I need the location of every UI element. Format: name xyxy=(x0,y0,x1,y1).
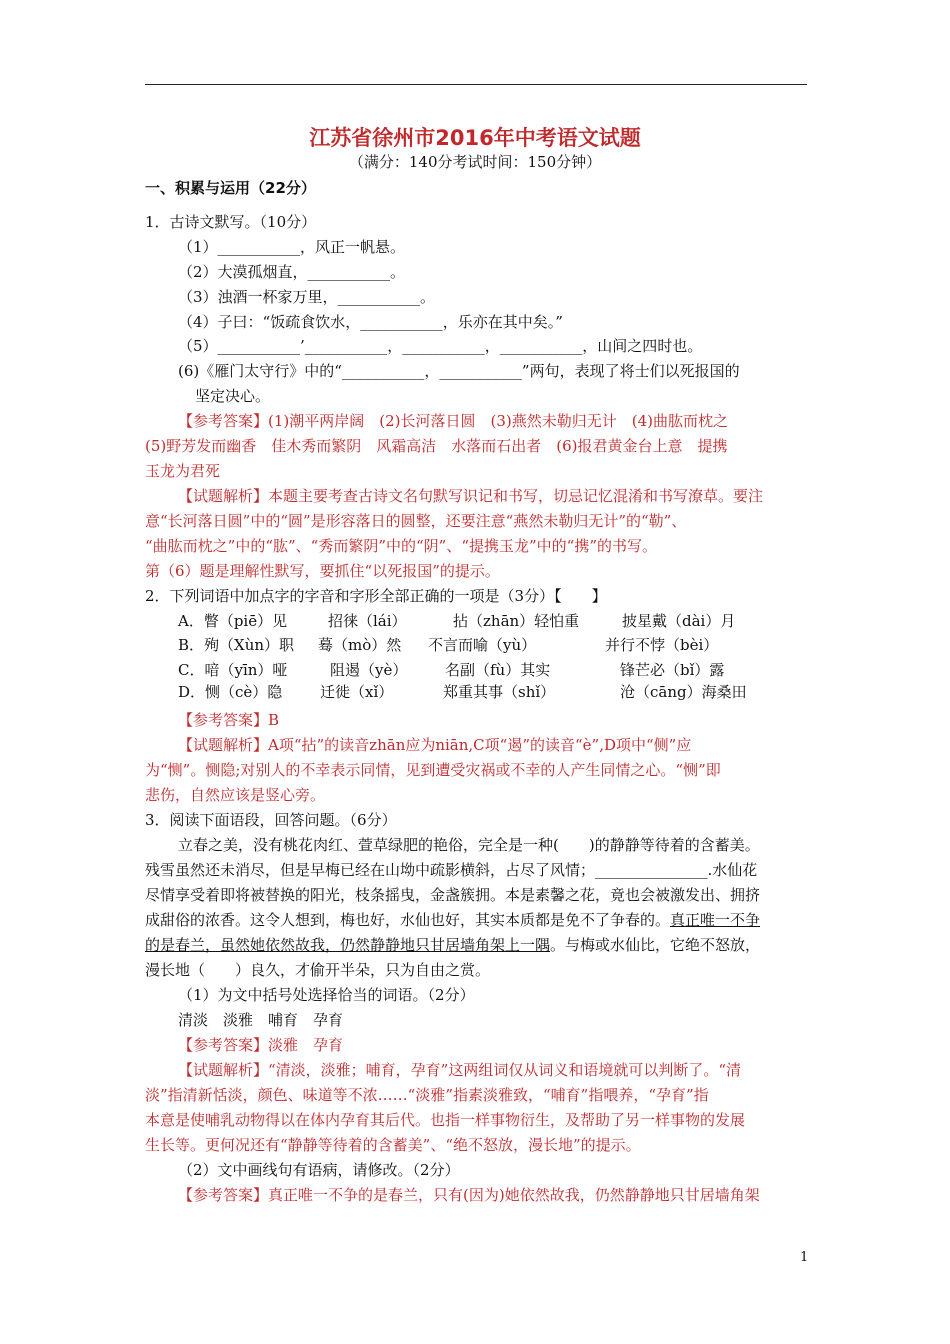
answer-tag: 【参考答案】 xyxy=(178,1036,269,1054)
q1-item: （2）大漠孤烟直，___________。 xyxy=(178,263,406,281)
answer-text: B xyxy=(268,711,280,729)
option-a: A．瞥（piē）见 xyxy=(178,612,288,630)
q1-item: 坚定决心。 xyxy=(195,387,271,405)
option-d: D．恻（cè）隐 xyxy=(178,683,283,701)
question-2-stem: 2．下列词语中加点字的字音和字形全部正确的一项是（3分）【 】 xyxy=(145,587,607,605)
analysis-tag: 【试题解析】 xyxy=(178,1061,269,1079)
page-subtitle: （满分：140分考试时间：150分钟） xyxy=(348,153,602,171)
option-b-word: 不言而喻（yù） xyxy=(428,636,537,654)
passage-text: 成甜俗的浓香。这令人想到，梅也好，水仙也好，其实本质都是免不了争春的。 xyxy=(145,911,671,929)
option-c-word: 名副（fù）其实 xyxy=(445,661,551,679)
q1-answer-line: (5)野芳发而幽香 佳木秀而繁阴 风霜高洁 水落而石出者 (6)报君黄金台上意 提携 xyxy=(145,437,728,455)
passage-line xyxy=(145,910,760,930)
q1-answer-line xyxy=(178,411,728,431)
q3-analysis-line xyxy=(178,1060,741,1080)
answer-text: (1)潮平两岸阔 (2)长河落日圆 (3)燕然未勒归无计 (4)曲肱而枕之 xyxy=(268,412,729,430)
q1-analysis-line xyxy=(178,486,763,506)
q3-choices: 清淡 淡雅 哺育 孕育 xyxy=(178,1011,344,1029)
passage-line: 尽情享受着即将被替换的阳光，枝条摇曳，金盏簇拥。本是素馨之花，竟也会被激发出、拥挤 xyxy=(145,886,761,904)
option-d-word: 沧（cāng）海桑田 xyxy=(620,683,747,701)
option-a-word: 披星戴（dài）月 xyxy=(622,612,736,630)
underlined-sentence: 真正唯一不争 xyxy=(670,911,761,929)
option-c-word: 阻遏（yè） xyxy=(330,661,408,679)
option-a-word: 拈（zhān）轻怕重 xyxy=(453,612,580,630)
analysis-text: 本题主要考查古诗文名句默写识记和书写，切忌记忆混淆和书写潦草。要注 xyxy=(268,487,764,505)
passage-line: 漫长地（ ）良久，才偷开半朵，只为自由之赏。 xyxy=(145,961,491,979)
q3-sub2: （2）文中画线句有语病，请修改。（2分） xyxy=(178,1161,460,1179)
section-heading: 一、积累与运用（22分） xyxy=(145,179,316,197)
answer-text: 淡雅 孕育 xyxy=(268,1036,344,1054)
answer-tag: 【参考答案】 xyxy=(178,412,269,430)
analysis-text: A项“拈”的读音zhān应为niān,C项“遏”的读音“è”,D项中“侧”应 xyxy=(268,736,692,754)
analysis-text: “清淡，淡雅；哺育，孕育”这两组词仅从词义和语境就可以判断了。“清 xyxy=(268,1061,742,1079)
option-d-word: 郑重其事（shǐ） xyxy=(443,683,556,701)
q1-analysis-line: 第（6）题是理解性默写，要抓住“以死报国”的提示。 xyxy=(145,562,500,580)
option-c: C．喑（yīn）哑 xyxy=(178,661,288,679)
option-b-word: 并行不悖（bèi） xyxy=(605,636,719,654)
q3-analysis-line: 生长等。更何况还有“静静等待着的含蓄美”、“绝不怒放，漫长地”的提示。 xyxy=(145,1136,641,1154)
answer-tag: 【参考答案】 xyxy=(178,711,269,729)
passage-line xyxy=(145,935,760,955)
q1-item: （5）___________’___________，___________，___________，山间之四时也。 xyxy=(178,337,703,355)
passage-text: 。与梅或水仙比，它绝不怒放， xyxy=(550,936,761,954)
option-d-word: 迁徙（xǐ） xyxy=(320,683,394,701)
option-b-word: 蓦（mò）然 xyxy=(318,636,402,654)
passage-line: 残雪虽然还未消尽，但是早梅已经在山坳中疏影横斜，占尽了风情；_______________.水仙花 xyxy=(145,861,758,879)
question-1-stem: 1．古诗文默写。（10分） xyxy=(145,213,317,231)
question-3-stem: 3．阅读下面语段，回答问题。（6分） xyxy=(145,811,397,829)
q3-answer2-line xyxy=(178,1185,760,1205)
q2-answer-line xyxy=(178,710,279,730)
answer-text: 真正唯一不争的是春兰，只有(因为)她依然故我，仍然静静地只甘居墙角架 xyxy=(268,1186,760,1204)
q2-analysis-line: 为“恻”。恻隐;对别人的不幸表示同情，见到遭受灾祸或不幸的人产生同情之心。“恻”即 xyxy=(145,761,721,779)
q1-answer-line: 玉龙为君死 xyxy=(145,462,221,480)
q1-analysis-line: 意“长河落日圆”中的“圆”是形容落日的圆整，还要注意“燕然未勒归无计”的“勒”、 xyxy=(145,512,687,530)
header-rule xyxy=(145,84,807,85)
q1-item: （1）___________，风正一帆悬。 xyxy=(178,238,406,256)
option-b: B．殉（Xùn）职 xyxy=(178,636,295,654)
option-a-word: 招徕（lái） xyxy=(328,612,407,630)
underlined-sentence: 的是春兰，虽然她依然故我，仍然静静地只甘居墙角架上一隅 xyxy=(145,936,551,954)
q1-analysis-line: “曲肱而枕之”中的“肱”、“秀而繁阴”中的“阴”、“提携玉龙”中的“携”的书写。 xyxy=(145,537,658,555)
q1-item: （3）浊酒一杯家万里，___________。 xyxy=(178,288,436,306)
q1-item: （4）子曰：“饭疏食饮水，___________，乐亦在其中矣。” xyxy=(178,313,563,331)
passage-line: 立春之美，没有桃花肉红、萱草绿肥的艳俗，完全是一种( )的静静等待着的含蓄美。 xyxy=(178,836,760,854)
page-number: 1 xyxy=(800,1250,809,1265)
q3-analysis-line: 本意是使哺乳动物得以在体内孕育其后代。也指一样事物衍生，及帮助了另一样事物的发展 xyxy=(145,1111,746,1129)
q2-analysis-line: 悲伤，自然应该是竖心旁。 xyxy=(145,786,326,804)
option-c-word: 锋芒必（bǐ）露 xyxy=(620,661,725,679)
analysis-tag: 【试题解析】 xyxy=(178,736,269,754)
q3-analysis-line: 淡”指清新恬淡，颜色、味道等不浓……“淡雅”指素淡雅致，“哺育”指喂养，“孕育”指 xyxy=(145,1086,709,1104)
q3-answer1-line xyxy=(178,1035,343,1055)
analysis-tag: 【试题解析】 xyxy=(178,487,269,505)
q1-item: (6)《雁门太守行》中的“___________，___________”两句，表现了将士们以死报国的 xyxy=(178,362,740,380)
q3-sub1: （1）为文中括号处选择恰当的词语。（2分） xyxy=(178,986,475,1004)
answer-tag: 【参考答案】 xyxy=(178,1186,269,1204)
page-title: 江苏省徐州市2016年中考语文试题 xyxy=(309,126,641,150)
q2-analysis-line xyxy=(178,735,691,755)
